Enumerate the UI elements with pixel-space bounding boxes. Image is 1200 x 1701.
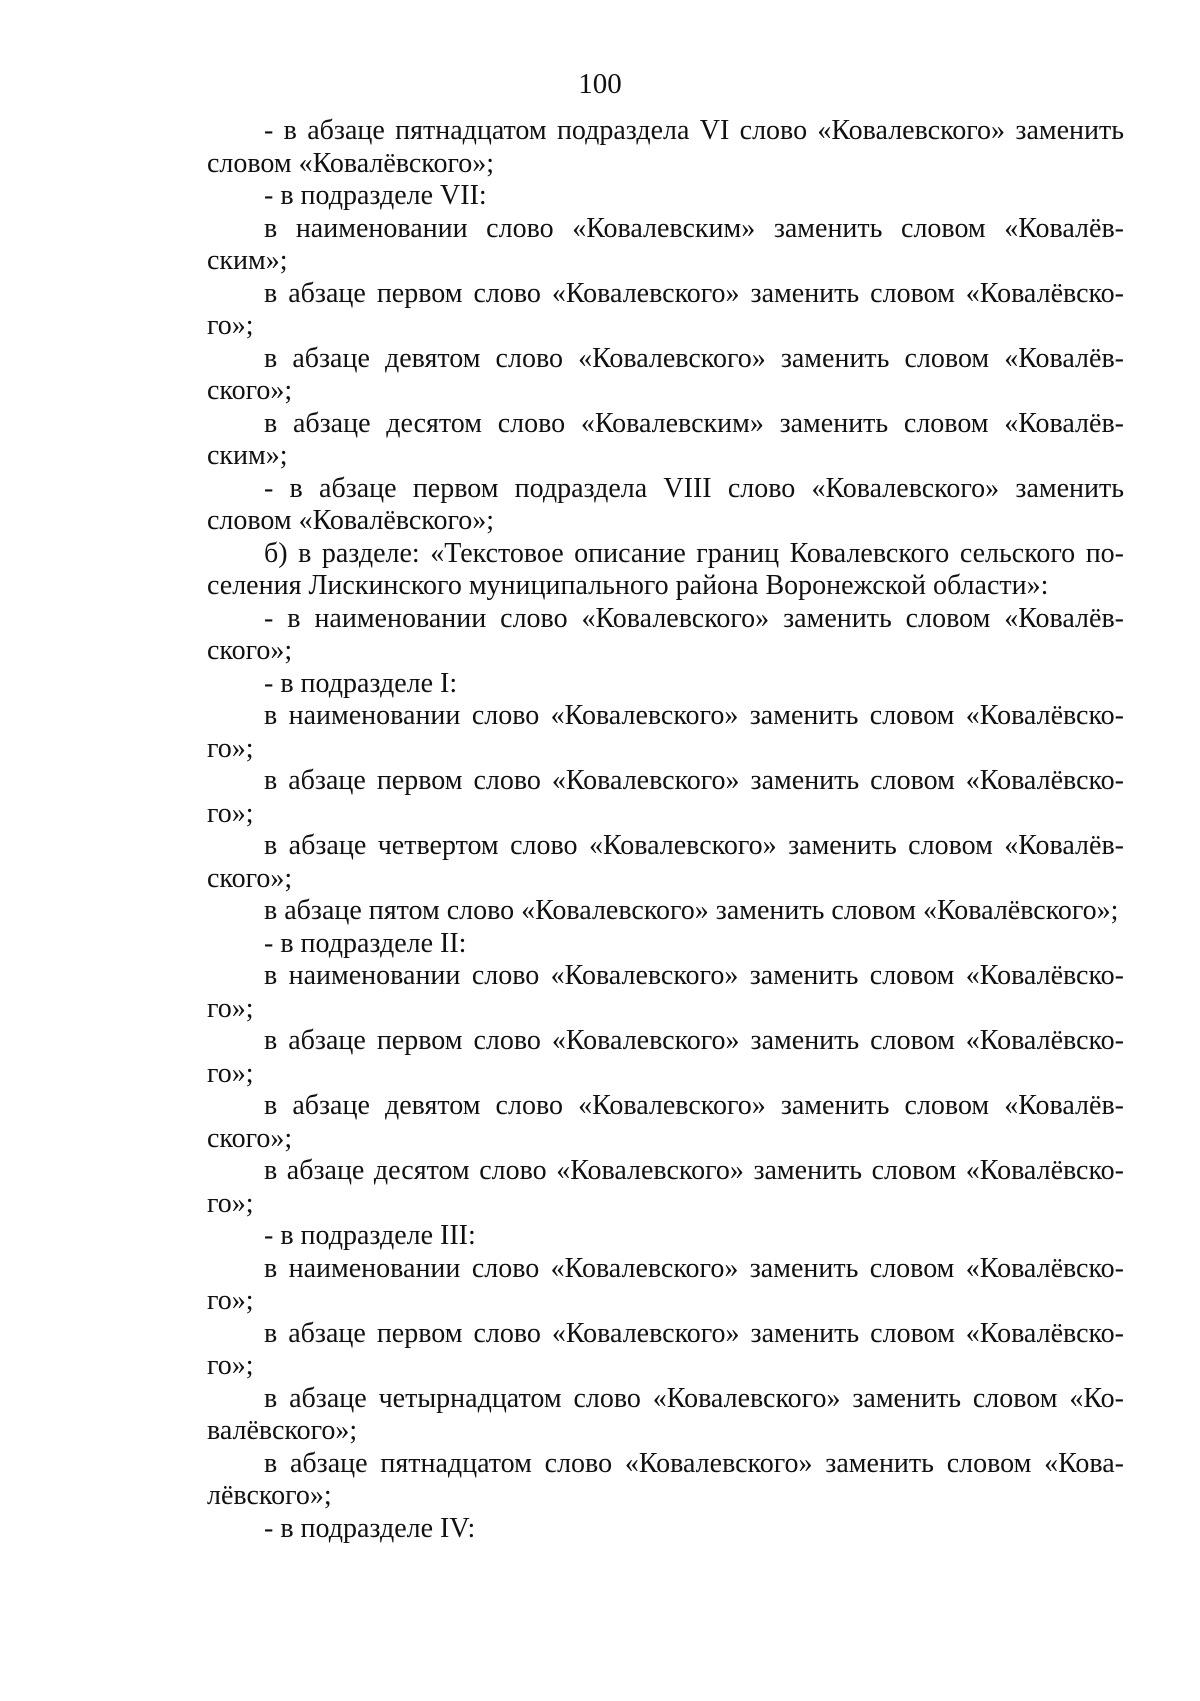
paragraph: в абзаце пятнадцатом слово «Ковалевского» заменить словом «Ковалёвского»; bbox=[207, 1447, 1124, 1511]
paragraph: в наименовании слово «Ковалевского» заменить словом «Ковалёвского»; bbox=[207, 700, 1124, 764]
paragraph: в наименовании слово «Ковалевского» заменить словом «Ковалёвского»; bbox=[207, 960, 1124, 1024]
paragraph: в наименовании слово «Ковалевского» заменить словом «Ковалёвского»; bbox=[207, 1252, 1124, 1316]
paragraph: в наименовании слово «Ковалевским» заменить словом «Ковалёвским»; bbox=[207, 212, 1124, 276]
paragraph: в абзаце четырнадцатом слово «Ковалевского» заменить словом «Ковалёвского»; bbox=[207, 1382, 1124, 1446]
paragraph: - в подразделе I: bbox=[264, 667, 458, 699]
paragraph: - в подразделе IV: bbox=[264, 1512, 476, 1544]
paragraph: - в подразделе VII: bbox=[264, 180, 487, 211]
paragraph: в абзаце десятом слово «Ковалевского» заменить словом «Ковалёвского»; bbox=[207, 1155, 1124, 1219]
document-body bbox=[207, 115, 1124, 1545]
paragraph: б) в разделе: «Текстовое описание границ Ковалевского сельского поселения Лискинского муниципального района Воронежской области»: bbox=[207, 537, 1124, 601]
paragraph: - в наименовании слово «Ковалевского» заменить словом «Ковалёвского»; bbox=[207, 602, 1124, 666]
paragraph: в абзаце девятом слово «Ковалевского» заменить словом «Ковалёвского»; bbox=[207, 1090, 1124, 1154]
paragraph: в абзаце пятом слово «Ковалевского» заменить словом «Ковалёвского»; bbox=[264, 895, 1119, 926]
paragraph: в абзаце первом слово «Ковалевского» заменить словом «Ковалёвского»; bbox=[207, 1025, 1124, 1089]
paragraph: - в подразделе III: bbox=[264, 1220, 476, 1251]
paragraph: - в подразделе II: bbox=[264, 927, 467, 959]
paragraph: - в абзаце пятнадцатом подраздела VI слово «Ковалевского» заменить словом «Ковалёвского»; bbox=[207, 115, 1124, 179]
paragraph: в абзаце первом слово «Ковалевского» заменить словом «Ковалёвского»; bbox=[207, 1317, 1124, 1381]
paragraph: в абзаце девятом слово «Ковалевского» заменить словом «Ковалёвского»; bbox=[207, 342, 1124, 406]
paragraph: в абзаце четвертом слово «Ковалевского» заменить словом «Ковалёвского»; bbox=[207, 830, 1124, 894]
page-number: 100 bbox=[578, 68, 622, 100]
paragraph: в абзаце первом слово «Ковалевского» заменить словом «Ковалёвского»; bbox=[207, 277, 1124, 341]
paragraph: в абзаце десятом слово «Ковалевским» заменить словом «Ковалёвским»; bbox=[207, 407, 1124, 471]
paragraph: в абзаце первом слово «Ковалевского» заменить словом «Ковалёвского»; bbox=[207, 765, 1124, 829]
paragraph: - в абзаце первом подраздела VIII слово «Ковалевского» заменить словом «Ковалёвского»; bbox=[207, 472, 1124, 536]
